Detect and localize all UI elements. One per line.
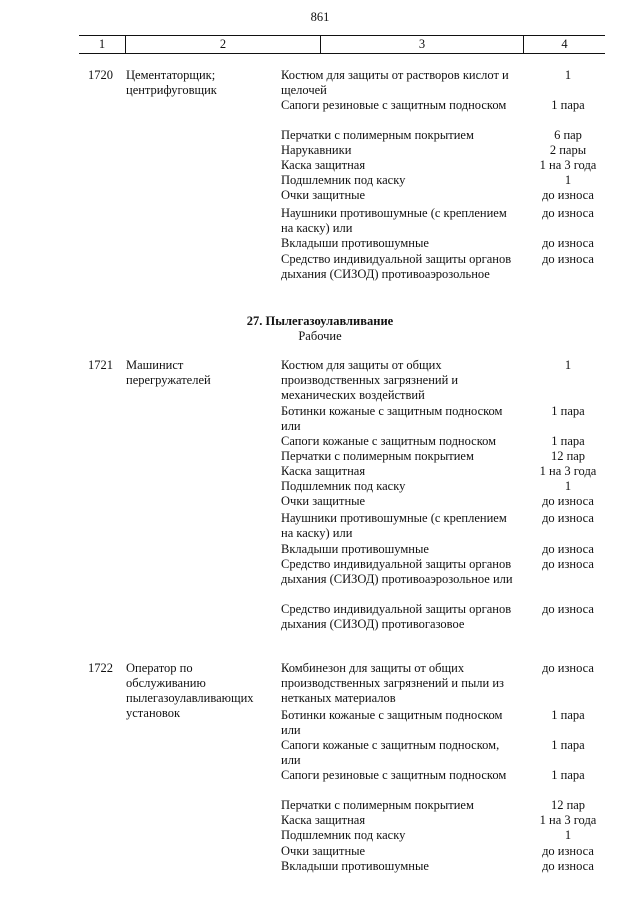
item-norm: 1 на 3 года (539, 464, 597, 478)
item-name: Каска защитная (281, 813, 366, 827)
item-norm: 1 пара (551, 98, 585, 112)
item-name: Очки защитные (281, 188, 366, 202)
item-name: Сапоги кожаные с защитным подноском, или (281, 738, 500, 767)
item-norm: 1 на 3 года (539, 158, 597, 172)
row-number: 1720 (88, 68, 113, 82)
profession-title: Оператор по обслуживанию пылегазоулавливающих установок (126, 661, 254, 720)
item-name: Комбинезон для защиты от общих производственных загрязнений и пыли из нетканых материалов (281, 661, 504, 705)
item-name: Средство индивидуальной защиты органов дыхания (СИЗОД) противоаэрозольное (281, 252, 512, 281)
item-name: Ботинки кожаные с защитным подноском или (281, 708, 503, 737)
header-col-1: 1 (98, 37, 106, 51)
item-name: Костюм для защиты от растворов кислот и щелочей (281, 68, 509, 97)
page-number: 861 (310, 10, 330, 24)
section-subtitle: Рабочие (298, 329, 342, 343)
profession-title: Машинист перегружателей (126, 358, 211, 387)
item-name: Средство индивидуальной защиты органов дыхания (СИЗОД) противоаэрозольное или (281, 557, 513, 586)
item-norm: 1 (564, 828, 572, 842)
table-header (79, 35, 605, 54)
item-norm: 1 (564, 173, 572, 187)
item-norm: до износа (542, 252, 594, 266)
item-norm: до износа (542, 542, 594, 556)
item-name: Вкладыши противошумные (281, 542, 429, 556)
item-name: Вкладыши противошумные (281, 859, 429, 873)
item-norm: 1 пара (551, 434, 585, 448)
item-name: Подшлемник под каску (281, 479, 406, 493)
item-name: Нарукавники (281, 143, 352, 157)
item-name: Костюм для защиты от общих производственных загрязнений и механических воздействий (281, 358, 459, 402)
item-norm: 12 пар (550, 798, 586, 812)
item-norm: до износа (542, 859, 594, 873)
item-norm: до износа (542, 494, 594, 508)
header-col-2: 2 (219, 37, 227, 51)
item-name: Перчатки с полимерным покрытием (281, 798, 474, 812)
item-name: Подшлемник под каску (281, 828, 406, 842)
item-name: Наушники противошумные (с креплением на каску) или (281, 511, 507, 540)
item-norm: 1 на 3 года (539, 813, 597, 827)
item-norm: 1 (564, 479, 572, 493)
item-name: Сапоги кожаные с защитным подноском (281, 434, 497, 448)
section-title: 27. Пылегазоулавливание (246, 314, 394, 328)
row-number: 1721 (88, 358, 113, 372)
item-name: Наушники противошумные (с креплением на каску) или (281, 206, 507, 235)
item-norm: до износа (542, 844, 594, 858)
item-norm: до износа (542, 602, 594, 616)
item-norm: 1 пара (551, 404, 585, 418)
item-name: Подшлемник под каску (281, 173, 406, 187)
item-norm: 1 пара (551, 708, 585, 722)
row-number: 1722 (88, 661, 113, 675)
item-norm: 1 (564, 68, 572, 82)
item-norm: до износа (542, 661, 594, 675)
item-name: Сапоги резиновые с защитным подноском (281, 98, 507, 112)
item-norm: 1 пара (551, 738, 585, 752)
item-norm: 12 пар (550, 449, 586, 463)
item-norm: до износа (542, 557, 594, 571)
item-norm: 2 пары (549, 143, 587, 157)
item-norm: 1 пара (551, 768, 585, 782)
item-name: Очки защитные (281, 844, 366, 858)
item-norm: до износа (542, 236, 594, 250)
item-name: Перчатки с полимерным покрытием (281, 128, 474, 142)
header-col-4: 4 (561, 37, 568, 51)
item-norm: до износа (542, 206, 594, 220)
item-norm: 1 (564, 358, 572, 372)
header-col-3: 3 (418, 37, 426, 51)
item-norm: до износа (542, 511, 594, 525)
item-name: Вкладыши противошумные (281, 236, 429, 250)
item-norm: 6 пар (554, 128, 582, 142)
item-name: Каска защитная (281, 158, 366, 172)
item-name: Очки защитные (281, 494, 366, 508)
item-name: Ботинки кожаные с защитным подноском или (281, 404, 503, 433)
item-name: Сапоги резиновые с защитным подноском (281, 768, 507, 782)
item-norm: до износа (542, 188, 594, 202)
profession-title: Цементаторщик; центрифуговщик (126, 68, 217, 97)
item-name: Средство индивидуальной защиты органов дыхания (СИЗОД) противогазовое (281, 602, 512, 631)
item-name: Каска защитная (281, 464, 366, 478)
item-name: Перчатки с полимерным покрытием (281, 449, 474, 463)
